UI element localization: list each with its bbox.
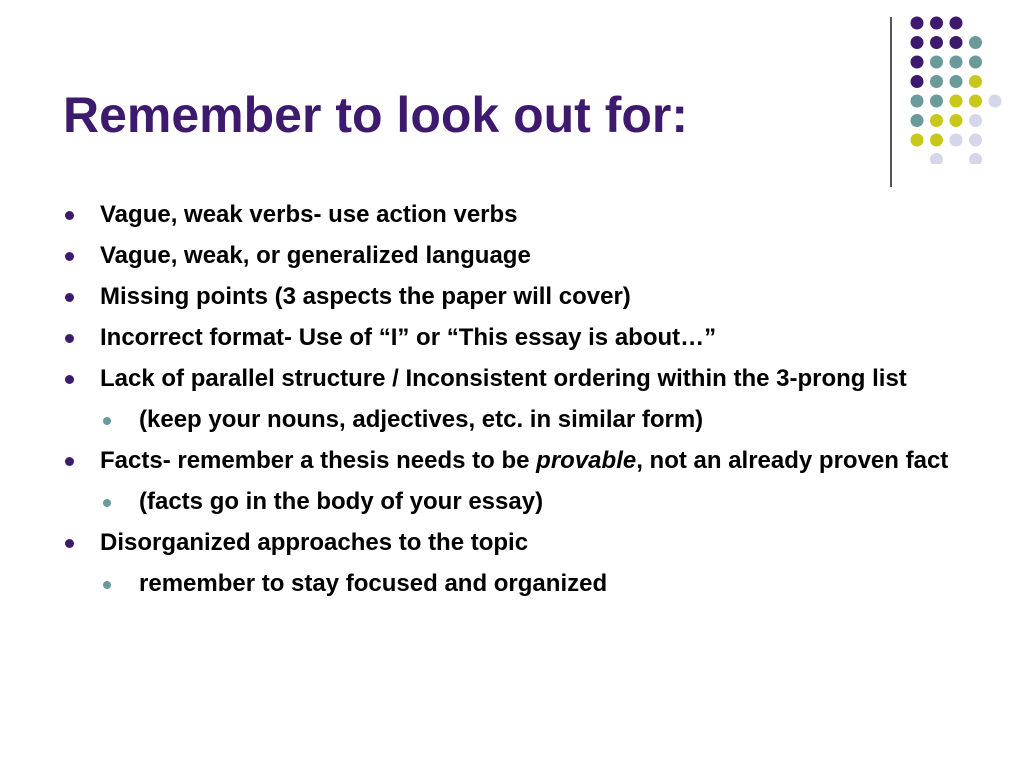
bullet-text: Disorganized approaches to the topic — [100, 529, 529, 556]
dot-lavender — [969, 114, 982, 127]
dot-yellow — [950, 95, 963, 108]
bullet-text: Vague, weak, or generalized language — [100, 242, 531, 269]
dot-teal — [950, 75, 963, 88]
bullet-text-after: , not an already proven fact — [636, 447, 949, 474]
sub-bullet-text: (facts go in the body of your essay) — [139, 488, 544, 515]
bullet-marker-icon — [65, 252, 74, 261]
dot-yellow — [911, 134, 924, 147]
dot-teal — [969, 36, 982, 49]
bullet-item — [62, 198, 962, 231]
bullet-text — [100, 447, 948, 474]
bullet-item — [62, 321, 962, 354]
dot-yellow — [930, 114, 943, 127]
dot-lavender — [969, 153, 982, 164]
bullet-marker-icon — [65, 375, 74, 384]
bullet-marker-icon — [65, 293, 74, 302]
dot-yellow — [930, 134, 943, 147]
bullet-item — [62, 239, 962, 272]
bullet-text: Lack of parallel structure / Inconsistent ordering within the 3-prong list — [100, 365, 907, 392]
bullet-text: Incorrect format- Use of “I” or “This essay is about…” — [100, 324, 717, 351]
dot-purple — [930, 36, 943, 49]
bullet-marker-icon — [65, 457, 74, 466]
bullet-item — [62, 444, 962, 477]
sub-bullet-text: (keep your nouns, adjectives, etc. in similar form) — [139, 406, 704, 433]
dot-lavender — [950, 134, 963, 147]
bullet-text: Vague, weak verbs- use action verbs — [100, 201, 518, 228]
sub-bullet-item — [62, 485, 962, 518]
sub-bullet-marker-icon — [103, 499, 111, 507]
sub-bullet-marker-icon — [103, 581, 111, 589]
bullet-marker-icon — [65, 539, 74, 548]
sub-bullet-item — [62, 403, 962, 436]
dot-teal — [930, 56, 943, 69]
bullet-text: Missing points (3 aspects the paper will cover) — [100, 283, 631, 310]
bullet-text-emphasis: provable — [536, 447, 637, 474]
dot-yellow — [969, 75, 982, 88]
sub-bullet-marker-icon — [103, 417, 111, 425]
dot-purple — [950, 36, 963, 49]
bullet-marker-icon — [65, 334, 74, 343]
bullet-item — [62, 280, 962, 313]
dot-teal — [950, 56, 963, 69]
dot-teal — [930, 75, 943, 88]
bullet-list — [62, 198, 962, 600]
slide-title: Remember to look out for: — [63, 87, 689, 143]
sub-bullet-item — [62, 567, 962, 600]
dot-teal — [969, 56, 982, 69]
bullet-item — [62, 362, 962, 395]
dot-purple — [911, 17, 924, 30]
dot-purple — [911, 56, 924, 69]
dot-purple — [930, 17, 943, 30]
dot-purple — [911, 75, 924, 88]
dot-purple — [911, 36, 924, 49]
dot-yellow — [950, 114, 963, 127]
vertical-divider — [890, 17, 892, 187]
dot-teal — [911, 95, 924, 108]
dot-lavender — [989, 95, 1002, 108]
dot-teal — [911, 114, 924, 127]
dot-yellow — [969, 95, 982, 108]
bullet-text-before: Facts- remember a thesis needs to be — [100, 447, 537, 474]
dot-lavender — [930, 153, 943, 164]
dot-teal — [930, 95, 943, 108]
bullet-marker-icon — [65, 211, 74, 220]
sub-bullet-text: remember to stay focused and organized — [139, 570, 608, 597]
dot-purple — [950, 17, 963, 30]
bullet-item — [62, 526, 962, 559]
dot-grid-icon — [908, 14, 1008, 164]
dot-lavender — [969, 134, 982, 147]
